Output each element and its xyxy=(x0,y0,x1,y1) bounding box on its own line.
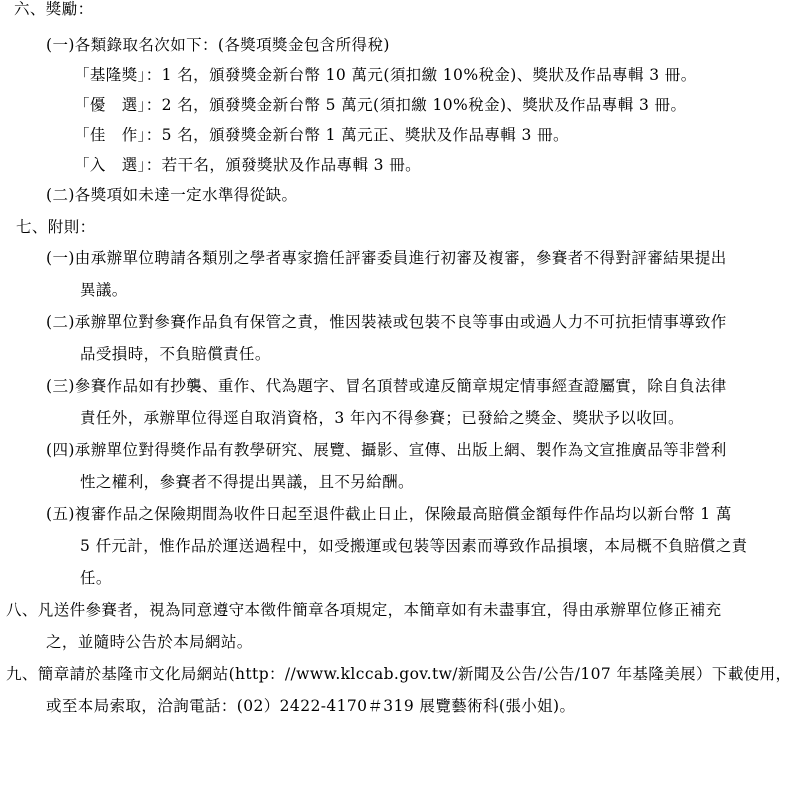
section-7-item-5-line-1: (五)複審作品之保險期間為收件日起至退件截止日止，保險最高賠償金額每件作品均以新台幣 1 萬 xyxy=(46,505,732,523)
section-6-item-2: (二)各獎項如未達一定水準得從缺。 xyxy=(46,186,298,204)
section-6-item-1: (一)各類錄取名次如下：(各獎項獎金包含所得稅) xyxy=(46,36,390,54)
section-7-item-1-line-1: (一)由承辦單位聘請各類別之學者專家擔任評審委員進行初審及複審，參賽者不得對評審結果提出 xyxy=(46,249,727,267)
section-7-item-3-line-2: 責任外，承辦單位得逕自取消資格，3 年內不得參賽；已發給之獎金、獎狀予以收回。 xyxy=(80,409,684,427)
award-line-excellent: 「優 選」：2 名，頒發獎金新台幣 5 萬元(須扣繳 10%稅金)、獎狀及作品專輯 3 冊。 xyxy=(74,96,687,114)
section-7-item-1-line-2: 異議。 xyxy=(80,281,128,299)
section-7-heading: 七、附則： xyxy=(16,218,96,236)
section-7-item-2-line-1: (二)承辦單位對參賽作品負有保管之責，惟因裝裱或包裝不良等事由或過人力不可抗拒情事導致作 xyxy=(46,313,727,331)
award-line-selected: 「入 選」：若干名，頒發獎狀及作品專輯 3 冊。 xyxy=(74,156,422,174)
section-7-item-3-line-1: (三)參賽作品如有抄襲、重作、代為題字、冒名頂替或違反簡章規定情事經查證屬實，除自負法律 xyxy=(46,377,727,395)
award-line-merit: 「佳 作」：5 名，頒發獎金新台幣 1 萬元正、獎狀及作品專輯 3 冊。 xyxy=(74,126,569,144)
section-7-item-5-line-3: 任。 xyxy=(80,569,112,587)
award-line-keelung: 「基隆獎」：1 名，頒發獎金新台幣 10 萬元(須扣繳 10%稅金)、獎狀及作品專輯 3 冊。 xyxy=(74,66,697,84)
section-9-line-1: 九、簡章請於基隆市文化局網站(http：//www.klccab.gov.tw/新聞及公告/公告/107 年基隆美展）下載使用， xyxy=(6,665,792,683)
section-8-line-1: 八、凡送件參賽者，視為同意遵守本徵件簡章各項規定，本簡章如有未盡事宜，得由承辦單位修正補充 xyxy=(6,601,722,619)
section-9-line-2: 或至本局索取，洽詢電話：(02）2422-4170＃319 展覽藝術科(張小姐)。 xyxy=(46,697,576,715)
section-7-item-4-line-1: (四)承辦單位對得獎作品有教學研究、展覽、攝影、宣傳、出版上網、製作為文宣推廣品等非營利 xyxy=(46,441,727,459)
section-6-heading: 六、獎勵： xyxy=(14,0,94,18)
section-7-item-2-line-2: 品受損時，不負賠償責任。 xyxy=(80,345,271,363)
section-8-line-2: 之，並隨時公告於本局網站。 xyxy=(46,633,253,651)
section-7-item-4-line-2: 性之權利，參賽者不得提出異議，且不另給酬。 xyxy=(80,473,414,491)
section-7-item-5-line-2: 5 仟元計，惟作品於運送過程中，如受搬運或包裝等因素而導致作品損壞，本局概不負賠償之責 xyxy=(80,537,748,555)
